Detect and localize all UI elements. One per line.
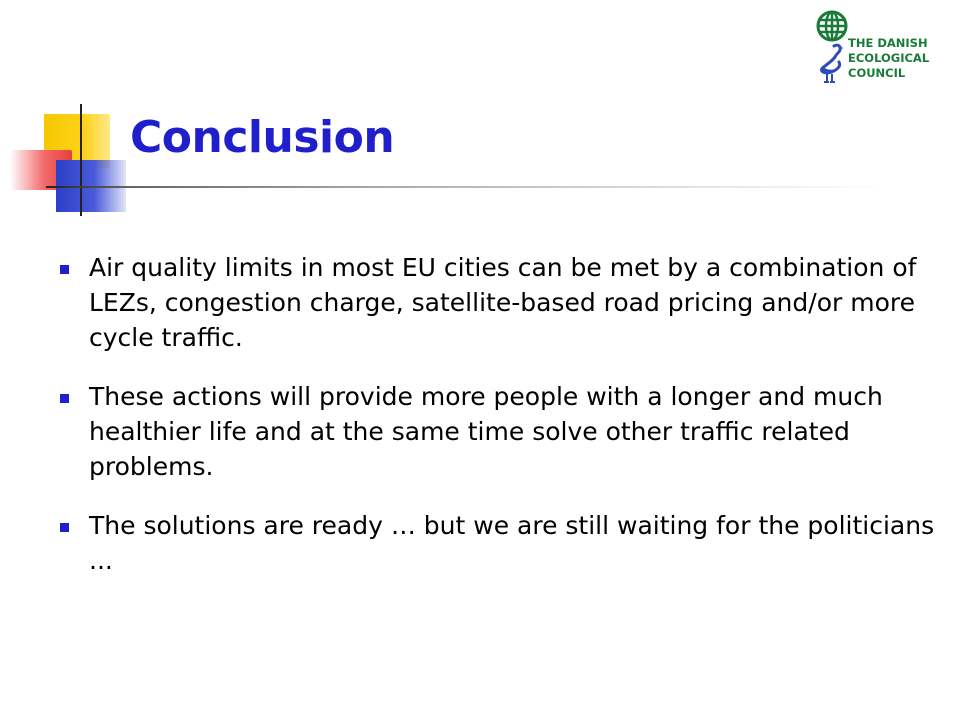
title-underline bbox=[46, 186, 886, 188]
logo-wordmark bbox=[848, 36, 929, 81]
bullet-square-icon bbox=[60, 523, 69, 532]
bullet-item bbox=[60, 250, 940, 355]
bird-icon bbox=[821, 45, 844, 82]
logo-line-1: THE DANISH bbox=[848, 36, 928, 50]
bullet-item bbox=[60, 508, 940, 578]
logo-line-2: ECOLOGICAL bbox=[848, 51, 930, 65]
bullet-text: Air quality limits in most EU cities can be met by a combination of LEZs, congestion charge, satellite-based road pricing and/or more cycle traffic. bbox=[89, 253, 917, 352]
bullet-square-icon bbox=[60, 265, 69, 274]
bullet-text: These actions will provide more people with a longer and much healthier life and at the same time solve other traffic related problems. bbox=[89, 382, 883, 481]
decorative-vertical-line bbox=[80, 104, 82, 216]
bullet-item bbox=[60, 379, 940, 484]
bullet-text: The solutions are ready … but we are still waiting for the politicians ... bbox=[89, 511, 935, 575]
globe-icon bbox=[818, 12, 846, 40]
bullet-list bbox=[60, 250, 940, 602]
slide-title: Conclusion bbox=[130, 112, 395, 163]
bullet-square-icon bbox=[60, 394, 69, 403]
logo-line-3: COUNCIL bbox=[848, 66, 906, 80]
